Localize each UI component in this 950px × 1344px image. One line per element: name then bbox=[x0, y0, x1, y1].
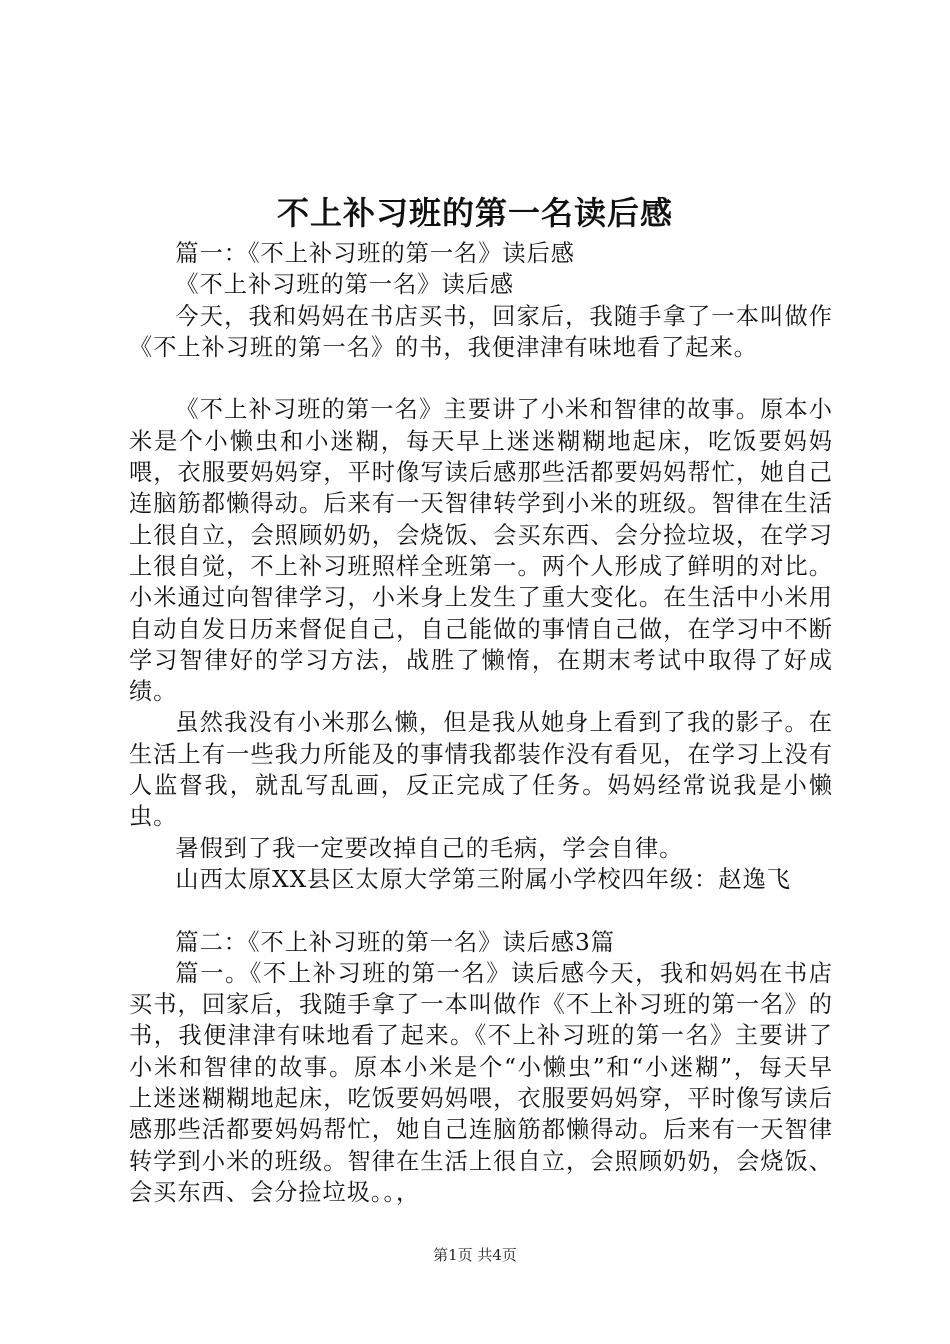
paragraph-gap bbox=[129, 363, 833, 394]
paragraph-reflection: 虽然我没有小米那么懒，但是我从她身上看到了我的影子。在生活上有一些我力所能及的事情我都装作没有看见，在学习上没有人监督我，就乱写乱画，反正完成了任务。妈妈经常说我是小懒虫。 bbox=[129, 709, 833, 831]
section-heading-1: 篇一：《不上补习班的第一名》读后感 bbox=[175, 240, 575, 267]
section-heading-2: 篇二：《不上补习班的第一名》读后感3篇 bbox=[175, 928, 615, 956]
document-title: 不上补习班的第一名读后感 bbox=[276, 194, 673, 232]
paragraph-intro: 今天，我和妈妈在书店买书，回家后，我随手拿了一本叫做作《不上补习班的第一名》的书，我便津津有味地看了起来。 bbox=[129, 302, 833, 361]
paragraph-resolution: 暑假到了我一定要改掉自己的毛病，学会自律。 bbox=[175, 834, 684, 862]
subheading: 《不上补习班的第一名》读后感 bbox=[175, 271, 515, 299]
paragraph-story: 《不上补习班的第一名》主要讲了小米和智律的故事。原本小米是个小懒虫和小迷糊，每天早上迷迷糊糊地起床，吃饭要妈妈喂，衣服要妈妈穿，平时像写读后感那些活都要妈妈帮忙，她自己连脑筋都懒得动。后来有一天智律转学到小米的班级。智律在生活上很自立，会照顾奶奶，会烧饭、会买东西、会分捡垃圾，在学习上很自觉，不上补习班照样全班第一。两个人形成了鲜明的对比。小米通过向智律学习，小米身上发生了重大变化。在生活中小米用自动自发日历来督促自己，自己能做的事情自己做，在学习中不断学习智律好的学习方法，战胜了懒惰，在期末考试中取得了好成绩。 bbox=[129, 396, 833, 706]
author-line: 山西太原XX县区太原大学第三附属小学校四年级：赵逸飞 bbox=[175, 865, 791, 893]
page-footer: 第1页 共4页 bbox=[433, 1246, 517, 1264]
paragraph-section2: 篇一。《不上补习班的第一名》读后感今天，我和妈妈在书店买书，回家后，我随手拿了一本叫做作《不上补习班的第一名》的书，我便津津有味地看了起来。《不上补习班的第一名》主要讲了小米和智律的故事。原本小米是个“小懒虫”和“小迷糊”，每天早上迷迷糊糊地起床，吃饭要妈妈喂，衣服要妈妈穿，平时像写读后感那些活都要妈妈帮忙，她自己连脑筋都懒得动。后来有一天智律转学到小米的班级。智律在生活上很自立，会照顾奶奶，会烧饭、会买东西、会分捡垃圾。。， bbox=[129, 959, 833, 1206]
document-body bbox=[129, 238, 833, 1208]
paragraph-gap bbox=[129, 895, 833, 926]
